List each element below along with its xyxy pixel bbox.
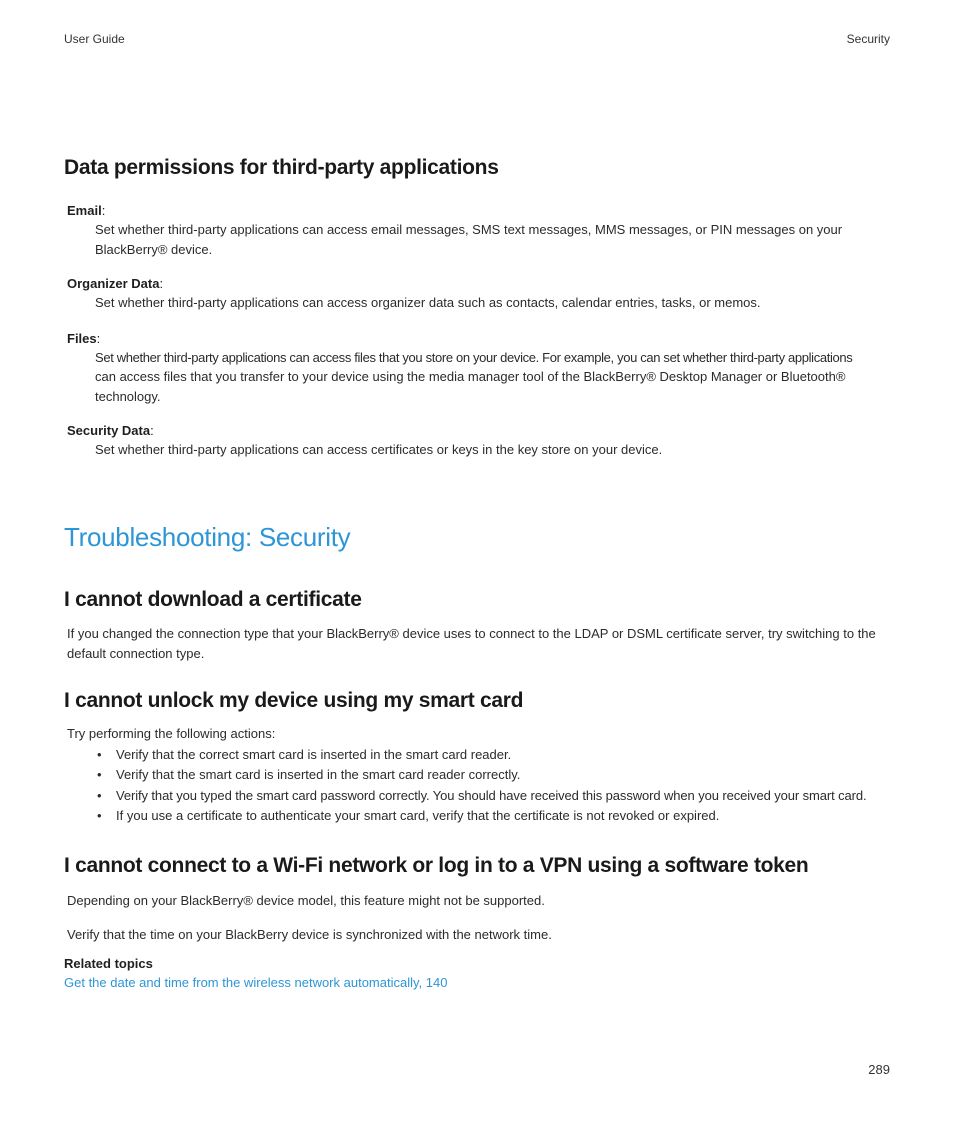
permission-definition: Set whether third-party applications can access organizer data such as contacts, calendar entries, tasks, or memos. — [95, 295, 761, 310]
header-guide-title: User Guide — [64, 32, 125, 46]
troubleshooting-heading: Troubleshooting: Security — [64, 522, 351, 552]
smartcard-intro: Try performing the following actions: — [67, 726, 276, 741]
bullet-icon: • — [97, 746, 102, 762]
permission-item-security-data — [64, 422, 894, 460]
data-permissions-section — [64, 155, 894, 460]
permission-term: Organizer Data: — [67, 276, 164, 291]
permission-definition: Set whether third-party applications can access files that you store on your device. For example, you can set whether third-party applications can access files that you transfer to your device using the media manager tool of the BlackBerry® Desktop Manager or Bluetooth® technology. — [95, 349, 853, 404]
wifi-section — [64, 853, 894, 993]
cert-heading: I cannot download a certificate — [64, 588, 362, 611]
list-item: • Verify that the smart card is inserted in the smart card reader correctly. — [64, 765, 894, 786]
troubleshooting-section — [64, 521, 894, 553]
page-header — [64, 32, 890, 50]
smartcard-section — [64, 688, 894, 827]
wifi-heading: I cannot connect to a Wi-Fi network or log in to a VPN using a software token — [64, 854, 809, 877]
permission-term: Security Data: — [67, 423, 154, 438]
permission-term: Email: — [67, 203, 106, 218]
permission-item-files — [64, 330, 894, 407]
list-item: • If you use a certificate to authenticate your smart card, verify that the certificate is not revoked or expired. — [64, 806, 894, 827]
header-section-title: Security — [846, 32, 890, 46]
cert-section — [64, 587, 894, 663]
smartcard-heading: I cannot unlock my device using my smart card — [64, 689, 524, 712]
cert-paragraph: If you changed the connection type that your BlackBerry® device uses to connect to the LDAP or DSML certificate server, try switching to the default connection type. — [67, 626, 876, 661]
permission-item-organizer-data — [64, 275, 894, 313]
permission-item-email — [64, 202, 894, 259]
related-topics-heading: Related topics — [64, 956, 153, 971]
list-item: • Verify that the correct smart card is inserted in the smart card reader. — [64, 745, 894, 766]
permission-term: Files: — [67, 330, 101, 346]
page-number: 289 — [868, 1062, 890, 1077]
data-permissions-heading: Data permissions for third-party applications — [64, 156, 499, 179]
bullet-icon: • — [97, 808, 102, 823]
wifi-paragraph-model: Depending on your BlackBerry® device model, this feature might not be supported. — [67, 893, 545, 908]
permission-definition: Set whether third-party applications can access certificates or keys in the key store on your device. — [95, 442, 663, 457]
smartcard-actions-list — [64, 745, 894, 827]
bullet-icon: • — [97, 767, 102, 782]
bullet-icon: • — [97, 787, 102, 803]
related-topic-link-date-time[interactable]: Get the date and time from the wireless network automatically, 140 — [64, 975, 448, 990]
wifi-paragraph-time: Verify that the time on your BlackBerry device is synchronized with the network time. — [67, 926, 552, 942]
list-item: • Verify that you typed the smart card password correctly. You should have received this password when you received your smart card. — [64, 786, 894, 807]
permission-definition: Set whether third-party applications can access email messages, SMS text messages, MMS messages, or PIN messages on your BlackBerry® device. — [95, 222, 843, 257]
